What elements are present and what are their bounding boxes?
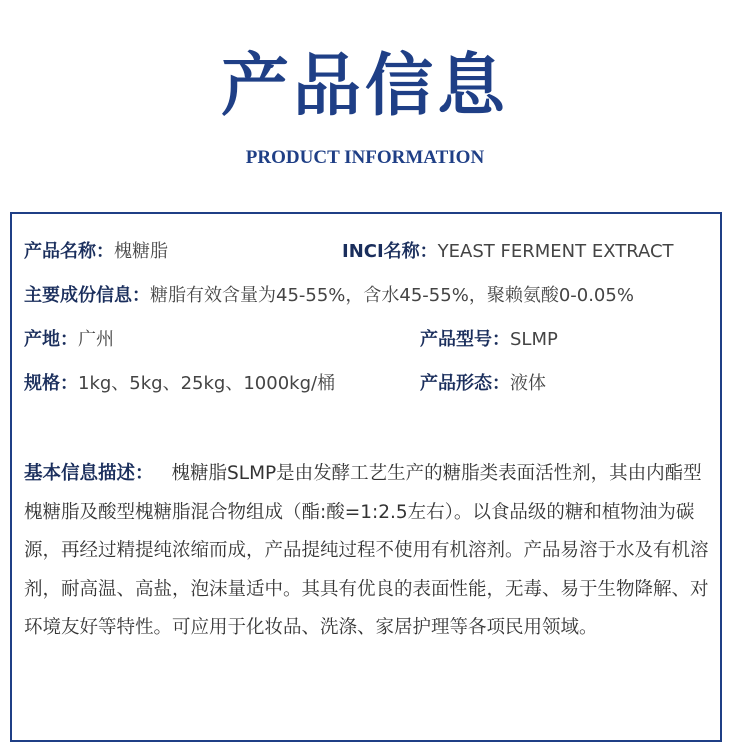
form-row xyxy=(420,372,546,396)
origin-value: 广州 xyxy=(78,329,114,350)
composition-value: 糖脂有效含量为45-55%，含水45-55%，聚赖氨酸0-0.05% xyxy=(150,285,634,306)
spec-label: 规格： xyxy=(24,373,78,394)
description-block xyxy=(24,455,714,648)
inci-value: YEAST FERMENT EXTRACT xyxy=(437,241,674,262)
product-name-row xyxy=(24,240,168,264)
model-label: 产品型号： xyxy=(420,329,510,350)
composition-row xyxy=(24,284,634,308)
product-name-value: 槐糖脂 xyxy=(114,241,168,262)
form-label: 产品形态： xyxy=(420,373,510,394)
origin-label: 产地： xyxy=(24,329,78,350)
description-label: 基本信息描述： xyxy=(24,463,154,484)
form-value: 液体 xyxy=(510,373,546,394)
spec-row xyxy=(24,372,335,396)
origin-row xyxy=(24,328,114,352)
spec-value: 1kg、5kg、25kg、1000kg/桶 xyxy=(78,373,336,394)
description-text: 槐糖脂SLMP是由发酵工艺生产的糖脂类表面活性剂，其由内酯型槐糖脂及酸型槐糖脂混合物组成（酯:酸=1:2.5左右）。以食品级的糖和植物油为碳源，再经过精提纯浓缩而成，产品提纯过程不使用有机溶剂。产品易溶于水及有机溶剂，耐高温、高盐，泡沫量适中。其具有优良的表面性能，无毒、易于生物降解、对环境友好等特性。可应用于化妆品、洗涤、家居护理等各项民用领域。 xyxy=(24,463,709,639)
model-row xyxy=(420,328,558,352)
page-title: 产品信息 xyxy=(220,46,509,126)
model-value: SLMP xyxy=(510,329,558,350)
composition-label: 主要成份信息： xyxy=(24,285,150,306)
inci-label: INCI名称： xyxy=(342,241,438,262)
page-subtitle: PRODUCT INFORMATION xyxy=(245,147,485,168)
product-name-label: 产品名称： xyxy=(24,241,114,262)
inci-row xyxy=(342,240,674,264)
